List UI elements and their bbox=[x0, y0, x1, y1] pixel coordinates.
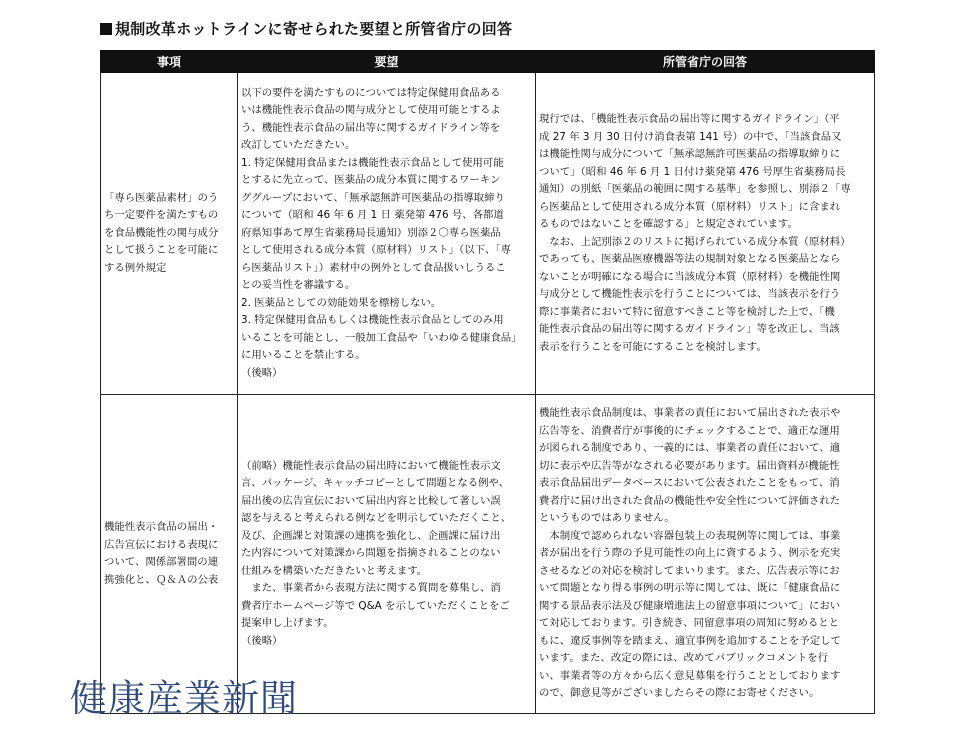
request-line: 改訂していただきたい。 bbox=[241, 139, 356, 152]
request-line: また、事業者から表現方法に関する質問を募集し、消 bbox=[241, 582, 501, 595]
response-line: いて問題となり得る事例の明示等に関しては、既に「健康食品に bbox=[539, 582, 841, 595]
request-line: （前略）機能性表示食品の届出時において機能性表示文 bbox=[241, 459, 501, 472]
request-line: に用いることを禁止する。 bbox=[241, 349, 366, 362]
request-line: 提案申し上げます。 bbox=[241, 617, 334, 630]
page-title bbox=[100, 18, 512, 39]
response-cell bbox=[536, 73, 875, 395]
request-line: 以下の要件を満たすものについては特定保健用食品ある bbox=[241, 86, 501, 99]
response-line: ないことが明確になる場合に当該成分本質（原材料）を機能性関 bbox=[539, 270, 841, 283]
table-row-2 bbox=[101, 395, 875, 714]
response-line: 与成分として機能性表示を行うことについては、当該表示を行う bbox=[539, 288, 841, 300]
response-cell bbox=[536, 395, 875, 714]
response-line: 費者庁に届け出された食品の機能性や安全性について評価された bbox=[539, 494, 841, 507]
request-line: ら医薬品リスト」）素材中の例外として食品扱いしうるこ bbox=[241, 261, 506, 274]
response-line: というものではありません。 bbox=[539, 512, 675, 525]
request-line: 仕組みを構築いただきたいと考えます。 bbox=[241, 564, 428, 577]
response-line: い、事業者等の方々から広く意見募集を行うこととしております bbox=[539, 669, 841, 682]
request-line: （後略） bbox=[241, 366, 283, 379]
topic-line: として扱うことを可能に bbox=[104, 244, 219, 257]
response-line: 切に表示や広告等がなされる必要があります。届出資料が機能性 bbox=[539, 459, 840, 472]
topic-line: ついて、関係部署間の連 bbox=[104, 556, 219, 568]
request-line: 3. 特定保健用食品もしくは機能性表示食品としてのみ用 bbox=[241, 314, 504, 327]
title-square-mark bbox=[100, 23, 112, 35]
topic-line: 機能性表示食品の届出・ bbox=[104, 521, 219, 533]
request-line: いは機能性表示食品の関与成分として使用可能とするよ bbox=[241, 104, 501, 117]
response-line: 表示を行うことを可能にすることを検討します。 bbox=[539, 340, 767, 353]
request-line: とするに先立って、医薬品の成分本質に関するワーキン bbox=[241, 174, 501, 187]
response-line: 者が届出を行う際の予見可能性の向上に資するよう、例示を充実 bbox=[539, 547, 841, 560]
topic-cell bbox=[101, 73, 238, 395]
response-line: て対応しております。引き続き、同留意事項の周知に努めるとと bbox=[539, 617, 840, 630]
request-cell bbox=[238, 73, 536, 395]
request-line: 費者庁ホームページ等で Q&A を示していただくことをご bbox=[241, 599, 510, 612]
topic-line: 携強化と、Ｑ＆Ａの公表 bbox=[104, 573, 219, 586]
topic-line: 「専ら医薬品素材」のう bbox=[104, 191, 219, 204]
request-line: について（昭和 46 年 6 月 1 日 薬発第 476 号、各都道 bbox=[241, 209, 504, 222]
request-line: た内容について対策課から問題を指摘されることのない bbox=[241, 547, 501, 560]
response-line: 機能性表示食品制度は、事業者の責任において届出された表示や bbox=[539, 407, 841, 420]
request-line: （後略） bbox=[241, 634, 283, 647]
topic-line: 広告宣伝における表現に bbox=[104, 538, 219, 551]
response-line: るものではないことを確認する」と規定されています。 bbox=[539, 218, 798, 230]
response-line: 現行では、「機能性表示食品の届出等に関するガイドライン」（平 bbox=[539, 113, 840, 125]
table-row-1 bbox=[101, 73, 875, 395]
response-line: させるなどの対応を検討してまいります。また、広告表示等にお bbox=[539, 564, 840, 577]
response-line: が図られる制度であり、一義的には、事業者の責任において、適 bbox=[539, 442, 841, 455]
table-header-row bbox=[101, 51, 875, 73]
response-line: なお、上記別添２のリストに掲げられている成分本質（原材料） bbox=[539, 235, 851, 248]
newspaper-watermark: 健康産業新聞 bbox=[70, 677, 298, 720]
topic-line: を食品機能性の関与成分 bbox=[104, 226, 219, 239]
request-line: 2. 医薬品としての効能効果を標榜しない。 bbox=[241, 296, 442, 309]
request-line: 及び、企画課と対策課の連携を強化し、企画課に届け出 bbox=[241, 529, 501, 542]
response-line: います。また、改定の際には、改めてパブリックコメントを行 bbox=[539, 652, 829, 665]
header-topic: 事項 bbox=[101, 51, 238, 73]
topic-line: する例外規定 bbox=[104, 261, 167, 274]
response-line: 関する景品表示法及び健康増進法上の留意事項について」におい bbox=[539, 599, 841, 612]
request-cell bbox=[238, 395, 536, 714]
request-line: との妥当性を審議する。 bbox=[241, 279, 356, 292]
request-line: 言、パッケージ、キャッチコピーとして問題となる例や、 bbox=[241, 477, 510, 490]
response-line: は機能性関与成分について「無承認無許可医薬品の指導取締りに bbox=[539, 148, 841, 160]
request-line: 認を与えると考えられる例などを明示していただくこと、 bbox=[241, 512, 512, 525]
request-line: 1. 特定保健用食品または機能性表示食品として使用可能 bbox=[241, 156, 504, 169]
request-line: う、機能性表示食品の届出等に関するガイドライン等を bbox=[241, 121, 501, 134]
response-line: 際に事業者において特に留意すべきこと等を検討した上で、「機 bbox=[539, 305, 835, 318]
request-line: いることを可能とし、一般加工食品や「いわゆる健康食品」 bbox=[241, 331, 522, 344]
header-request: 要望 bbox=[238, 51, 536, 73]
response-line: 本制度で認められない容器包装上の表現例等に関しては、事業 bbox=[539, 529, 841, 542]
topic-cell bbox=[101, 395, 238, 714]
header-response: 所管省庁の回答 bbox=[536, 51, 875, 73]
response-line: ついて」（昭和 46 年 6 月 1 日付け薬発第 476 号厚生省薬務局長 bbox=[539, 165, 846, 178]
request-line: 届出後の広告宣伝において届出内容と比較して著しい誤 bbox=[241, 494, 501, 507]
request-line: として使用される成分本質（原材料）リスト」（以下、「専 bbox=[241, 244, 511, 257]
response-line: ので、御意見等がございましたらその際にお寄せください。 bbox=[539, 687, 820, 700]
response-line: であっても、医薬品医療機器等法の規制対象となる医薬品となら bbox=[539, 253, 841, 265]
response-line: 能性表示食品の届出等に関するガイドライン」等を改正し、当該 bbox=[539, 323, 840, 335]
response-line: ら医薬品として使用される成分本質（原材料）リスト」に含まれ bbox=[539, 200, 841, 213]
page-title-text: 規制改革ホットラインに寄せられた要望と所管省庁の回答 bbox=[115, 20, 513, 38]
response-line: 表示食品届出データベースにおいて公表されたことをもって、消 bbox=[539, 477, 840, 490]
response-line: 成 27 年 3 月 30 日付け消食表第 141 号）の中で、「当該食品又 bbox=[539, 130, 842, 143]
response-line: 通知）の別紙「医薬品の範囲に関する基準」を参照し、別添２「専 bbox=[539, 183, 851, 195]
request-line: 府県知事あて厚生省薬務局長通知）別添２〇専ら医薬品 bbox=[241, 226, 501, 239]
response-line: もに、違反事例等を踏まえ、適宜事例を追加することを予定して bbox=[539, 634, 841, 647]
request-response-table bbox=[100, 50, 875, 714]
request-line: ググループにおいて、「無承認無許可医薬品の指導取締り bbox=[241, 191, 505, 204]
topic-line: ち一定要件を満たすもの bbox=[104, 209, 219, 222]
response-line: 広告等を、消費者庁が事後的にチェックすることで、適正な運用 bbox=[539, 424, 840, 437]
